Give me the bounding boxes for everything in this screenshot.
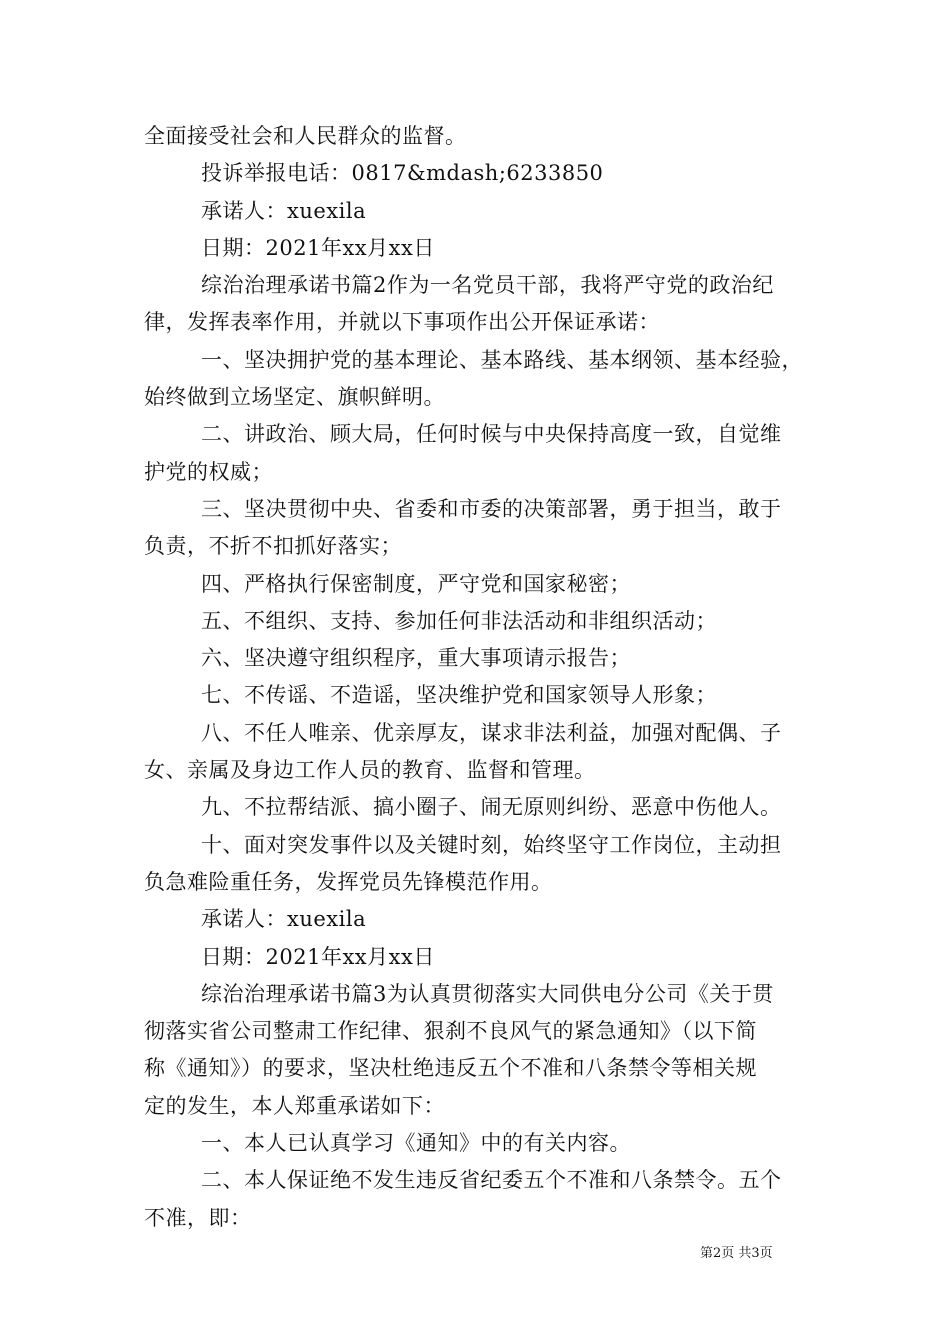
text-line: 彻落实省公司整肃工作纪律、狠刹不良风气的紧急通知》（以下简 <box>144 1019 757 1044</box>
text-line: 负责，不折不扣抓好落实； <box>144 534 402 559</box>
text-line: 十、面对突发事件以及关键时刻，始终坚守工作岗位，主动担 <box>201 832 782 857</box>
text-line: 四、严格执行保密制度，严守党和国家秘密； <box>201 571 631 596</box>
text-line: 承诺人：xuexila <box>201 907 367 932</box>
text-line: 负急难险重任务，发挥党员先锋模范作用。 <box>144 869 553 894</box>
text-line: 九、不拉帮结派、搞小圈子、闹无原则纠纷、恶意中伤他人。 <box>201 795 782 820</box>
text-line: 定的发生，本人郑重承诺如下： <box>144 1093 445 1118</box>
text-line: 日期：2021年xx月xx日 <box>201 235 435 260</box>
text-line: 承诺人：xuexila <box>201 198 367 223</box>
text-line: 三、坚决贯彻中央、省委和市委的决策部署，勇于担当，敢于 <box>201 496 782 521</box>
text-line: 综治治理承诺书篇3为认真贯彻落实大同供电分公司《关于贯 <box>201 981 774 1006</box>
document-body <box>144 118 808 1237</box>
text-line: 始终做到立场坚定、旗帜鲜明。 <box>144 385 445 410</box>
text-line: 女、亲属及身边工作人员的教育、监督和管理。 <box>144 758 596 783</box>
text-line: 护党的权威； <box>144 459 273 484</box>
text-line: 二、讲政治、顾大局，任何时候与中央保持高度一致，自觉维 <box>201 422 782 447</box>
text-line: 一、坚决拥护党的基本理论、基本路线、基本纲领、基本经验， <box>201 347 803 372</box>
text-line: 全面接受社会和人民群众的监督。 <box>144 124 467 148</box>
text-line: 五、不组织、支持、参加任何非法活动和非组织活动； <box>201 608 717 633</box>
text-line: 综治治理承诺书篇2作为一名党员干部，我将严守党的政治纪 <box>201 273 774 298</box>
text-line: 称《通知》）的要求，坚决杜绝违反五个不准和八条禁令等相关规 <box>144 1056 757 1081</box>
page-number: 第2页 共3页 <box>700 1246 773 1261</box>
text-line: 不准，即： <box>144 1205 252 1230</box>
text-line: 六、坚决遵守组织程序，重大事项请示报告； <box>201 646 631 671</box>
text-line: 七、不传谣、不造谣，坚决维护党和国家领导人形象； <box>201 683 717 708</box>
text-line: 投诉举报电话：0817&mdash;6233850 <box>201 161 604 186</box>
text-line: 律，发挥表率作用，并就以下事项作出公开保证承诺： <box>144 310 660 335</box>
text-line: 二、本人保证绝不发生违反省纪委五个不准和八条禁令。五个 <box>201 1168 782 1193</box>
text-line: 一、本人已认真学习《通知》中的有关内容。 <box>201 1131 631 1156</box>
text-line: 八、不任人唯亲、优亲厚友，谋求非法利益，加强对配偶、子 <box>201 720 782 745</box>
text-line: 日期：2021年xx月xx日 <box>201 944 435 969</box>
